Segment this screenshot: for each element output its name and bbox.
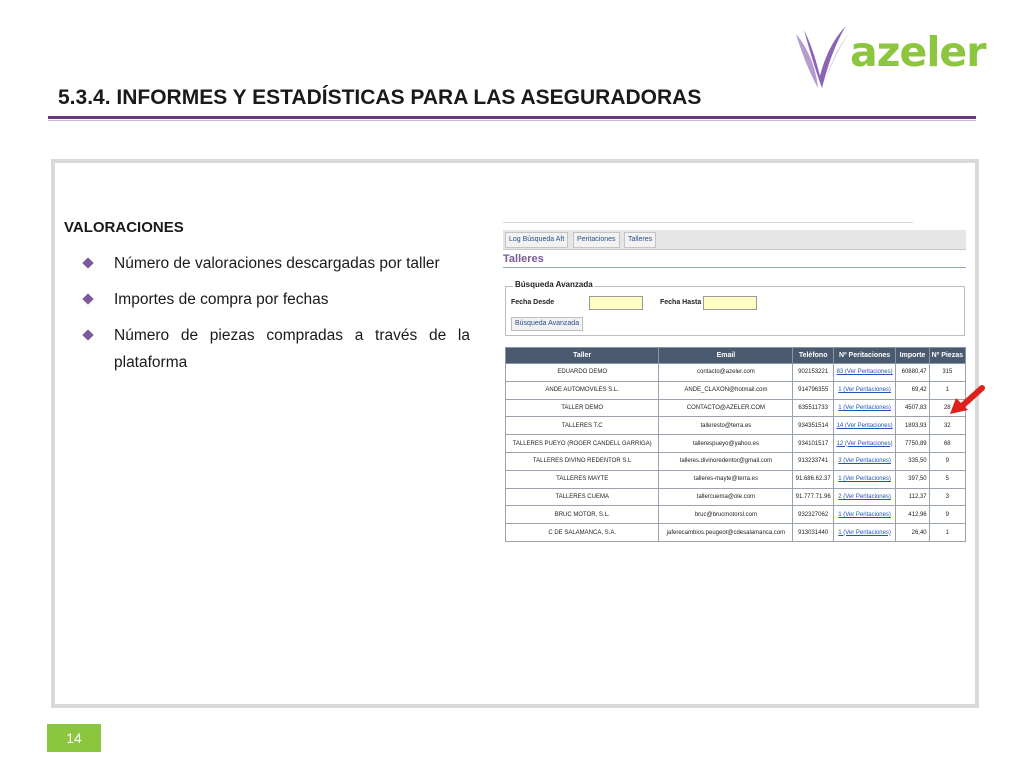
cell-taller: TALLERES DIVINO REDENTOR S.L bbox=[506, 452, 659, 470]
cell-email: CONTACTO@AZELER.COM bbox=[659, 399, 793, 417]
cell-peritaciones-link[interactable]: 2 (Ver Peritaciones) bbox=[833, 488, 896, 506]
cell-email: tallerespueyo@yahoo.es bbox=[659, 435, 793, 453]
slide-title: 5.3.4. INFORMES Y ESTADÍSTICAS PARA LAS ASEGURADORAS bbox=[58, 86, 702, 109]
cell-telefono: 91.686.62.37 bbox=[793, 470, 833, 488]
cell-peritaciones-link[interactable]: 3 (Ver Peritaciones) bbox=[833, 452, 896, 470]
cell-telefono: 902153221 bbox=[793, 364, 833, 382]
bullet-text: Importes de compra por fechas bbox=[114, 291, 329, 308]
table-row bbox=[506, 417, 966, 435]
cell-telefono: 913031440 bbox=[793, 524, 833, 542]
cell-telefono: 914796355 bbox=[793, 381, 833, 399]
advanced-search-legend: Búsqueda Avanzada bbox=[515, 280, 593, 289]
page-number-badge: 14 bbox=[47, 724, 101, 752]
cell-peritaciones-link[interactable]: 1 (Ver Peritaciones) bbox=[833, 524, 896, 542]
table-row bbox=[506, 381, 966, 399]
cell-piezas: 1 bbox=[929, 381, 965, 399]
app-heading-divider bbox=[503, 267, 966, 268]
cell-email: contacto@azeler.com bbox=[659, 364, 793, 382]
cell-importe: 69,42 bbox=[896, 381, 929, 399]
cell-telefono: 934101517 bbox=[793, 435, 833, 453]
cell-telefono: 932327062 bbox=[793, 506, 833, 524]
cell-taller: TALLERES PUEYO (ROGER CANDELL GARRIGA) bbox=[506, 435, 659, 453]
cell-email: talleres-mayte@terra.es bbox=[659, 470, 793, 488]
logo-v-mark-icon bbox=[792, 20, 852, 94]
red-pointer-arrow-icon bbox=[948, 384, 988, 418]
cell-peritaciones-link[interactable]: 1 (Ver Peritaciones) bbox=[833, 381, 896, 399]
col-header-taller[interactable]: Taller bbox=[506, 348, 659, 364]
table-header-row bbox=[506, 348, 966, 364]
cell-telefono: 913233741 bbox=[793, 452, 833, 470]
table-row bbox=[506, 399, 966, 417]
cell-piezas: 315 bbox=[929, 364, 965, 382]
cell-email: jaferecambios.peugeot@cdesalamanca.com bbox=[659, 524, 793, 542]
advanced-search-panel bbox=[505, 280, 965, 336]
bullet-item bbox=[82, 250, 470, 277]
cell-email: ANDE_CLAXON@hotmail.com bbox=[659, 381, 793, 399]
cell-peritaciones-link[interactable]: 12 (Ver Peritaciones) bbox=[833, 435, 896, 453]
cell-peritaciones-link[interactable]: 1 (Ver Peritaciones) bbox=[833, 399, 896, 417]
diamond-bullet-icon bbox=[82, 329, 93, 340]
cell-importe: 26,40 bbox=[896, 524, 929, 542]
cell-telefono: 635511733 bbox=[793, 399, 833, 417]
cell-taller: TALLERES CUEMA bbox=[506, 488, 659, 506]
col-header-peritaciones[interactable]: Nº Peritaciones bbox=[833, 348, 896, 364]
app-screenshot bbox=[503, 222, 966, 544]
nav-tab-log-busqueda[interactable]: Log Búsqueda Aft bbox=[505, 232, 568, 248]
cell-telefono: 91.777.71.96 bbox=[793, 488, 833, 506]
diamond-bullet-icon bbox=[82, 257, 93, 268]
nav-tab-talleres[interactable]: Talleres bbox=[624, 232, 656, 248]
bullet-item bbox=[82, 322, 470, 376]
title-underline bbox=[48, 116, 976, 119]
cell-piezas: 28 bbox=[929, 399, 965, 417]
table-row bbox=[506, 524, 966, 542]
cell-peritaciones-link[interactable]: 1 (Ver Peritaciones) bbox=[833, 506, 896, 524]
cell-piezas: 9 bbox=[929, 506, 965, 524]
cell-peritaciones-link[interactable]: 14 (Ver Peritaciones) bbox=[833, 417, 896, 435]
app-top-divider bbox=[503, 222, 913, 223]
cell-taller: TALLER DEMO bbox=[506, 399, 659, 417]
app-page-heading: Talleres bbox=[503, 253, 544, 265]
table-row bbox=[506, 506, 966, 524]
cell-piezas: 32 bbox=[929, 417, 965, 435]
workshops-table bbox=[505, 347, 966, 542]
nav-tab-peritaciones[interactable]: Peritaciones bbox=[573, 232, 620, 248]
date-to-label: Fecha Hasta bbox=[660, 299, 702, 306]
bullet-item bbox=[82, 286, 470, 313]
cell-piezas: 5 bbox=[929, 470, 965, 488]
date-from-label: Fecha Desde bbox=[511, 299, 555, 306]
cell-importe: 7750,89 bbox=[896, 435, 929, 453]
cell-taller: BRUC MOTOR, S.L. bbox=[506, 506, 659, 524]
app-nav-bar bbox=[503, 230, 966, 250]
azeler-logo bbox=[792, 20, 986, 94]
col-header-email[interactable]: Email bbox=[659, 348, 793, 364]
cell-telefono: 934351514 bbox=[793, 417, 833, 435]
table-row bbox=[506, 488, 966, 506]
cell-email: bruc@brucmotorsl.com bbox=[659, 506, 793, 524]
col-header-piezas[interactable]: Nº Piezas bbox=[929, 348, 965, 364]
cell-taller: ANDE AUTOMOVILES S.L. bbox=[506, 381, 659, 399]
bullet-text: Número de piezas compradas a través de la plataforma bbox=[114, 327, 470, 371]
table-row bbox=[506, 364, 966, 382]
cell-peritaciones-link[interactable]: 83 (Ver Peritaciones) bbox=[833, 364, 896, 382]
cell-piezas: 9 bbox=[929, 452, 965, 470]
diamond-bullet-icon bbox=[82, 293, 93, 304]
date-to-input[interactable] bbox=[703, 296, 757, 310]
cell-taller: TALLERES MAYTE bbox=[506, 470, 659, 488]
cell-piezas: 3 bbox=[929, 488, 965, 506]
table-row bbox=[506, 470, 966, 488]
bullet-list bbox=[82, 250, 470, 385]
cell-email: talleres.divinoredentor@gmail.com bbox=[659, 452, 793, 470]
cell-email: tallercuema@ole.com bbox=[659, 488, 793, 506]
col-header-telefono[interactable]: Teléfono bbox=[793, 348, 833, 364]
cell-taller: EDUARDO DEMO bbox=[506, 364, 659, 382]
col-header-importe[interactable]: Importe bbox=[896, 348, 929, 364]
cell-importe: 397,50 bbox=[896, 470, 929, 488]
table-row bbox=[506, 435, 966, 453]
cell-peritaciones-link[interactable]: 1 (Ver Peritaciones) bbox=[833, 470, 896, 488]
section-heading: VALORACIONES bbox=[64, 219, 184, 236]
date-from-input[interactable] bbox=[589, 296, 643, 310]
cell-importe: 112,37 bbox=[896, 488, 929, 506]
bullet-text: Número de valoraciones descargadas por taller bbox=[114, 255, 440, 272]
cell-importe: 335,50 bbox=[896, 452, 929, 470]
cell-importe: 60880,47 bbox=[896, 364, 929, 382]
title-underline-light bbox=[48, 120, 976, 121]
cell-importe: 412,96 bbox=[896, 506, 929, 524]
cell-piezas: 68 bbox=[929, 435, 965, 453]
cell-piezas: 1 bbox=[929, 524, 965, 542]
table-row bbox=[506, 452, 966, 470]
cell-taller: TALLERES T.C bbox=[506, 417, 659, 435]
advanced-search-button[interactable]: Búsqueda Avanzada bbox=[511, 317, 583, 331]
logo-wordmark: azeler bbox=[850, 28, 986, 76]
cell-importe: 4507,83 bbox=[896, 399, 929, 417]
cell-email: talleresto@terra.es bbox=[659, 417, 793, 435]
cell-taller: C DE SALAMANCA, S.A. bbox=[506, 524, 659, 542]
cell-importe: 1893,93 bbox=[896, 417, 929, 435]
